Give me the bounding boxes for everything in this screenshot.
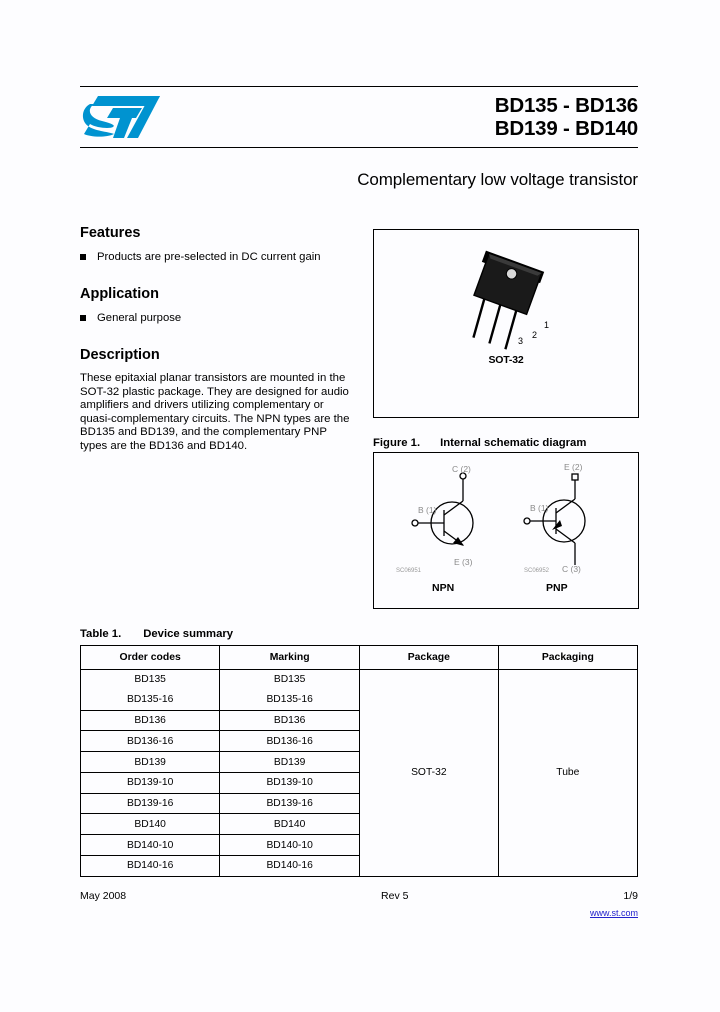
page-header [80, 86, 638, 148]
footer-page-number: 1/9 [623, 890, 638, 902]
table1-caption [80, 628, 233, 640]
pnp-caption: PNP [546, 582, 568, 594]
cell-order-code: BD139-16 [81, 793, 220, 814]
column-header-package: Package [359, 646, 498, 670]
footer-revision: Rev 5 [381, 890, 409, 902]
cell-order-code: BD139-10 [81, 772, 220, 793]
npn-base-label: B (1) [418, 505, 437, 515]
column-header-packaging: Packaging [498, 646, 637, 670]
st-logo [80, 94, 164, 140]
cell-marking: BD139-16 [220, 793, 360, 814]
package-photo-box [373, 229, 639, 418]
features-list-item [80, 250, 355, 264]
part-numbers-line-1: BD135 - BD136 [494, 94, 638, 117]
npn-collector-label: C (2) [452, 464, 471, 474]
application-item-text: General purpose [97, 312, 182, 324]
table-row [81, 670, 638, 690]
cell-marking: BD140-10 [220, 835, 360, 856]
description-heading: Description [80, 347, 160, 363]
column-header-marking: Marking [220, 646, 360, 670]
npn-emitter-label: E (3) [454, 557, 473, 567]
figure1-number: Figure 1. [373, 437, 421, 449]
npn-caption: NPN [432, 582, 455, 594]
cell-order-code: BD140-10 [81, 835, 220, 856]
pnp-base-label: B (1) [530, 503, 549, 513]
cell-order-code: BD136-16 [81, 731, 220, 752]
table-header-row [81, 646, 638, 670]
device-summary-table [80, 645, 638, 877]
cell-order-code: BD136 [81, 710, 220, 731]
cell-marking: BD136-16 [220, 731, 360, 752]
schematic-svg [374, 453, 638, 606]
application-heading: Application [80, 286, 159, 302]
features-item-text: Products are pre-selected in DC current gain [97, 251, 321, 263]
left-content-column [80, 225, 355, 454]
cell-packaging: Tube [498, 670, 637, 877]
document-subtitle: Complementary low voltage transistor [357, 170, 638, 189]
table1-number: Table 1. [80, 628, 122, 640]
cell-order-code: BD139 [81, 752, 220, 773]
internal-schematic-box [373, 452, 639, 609]
cell-order-code: BD140-16 [81, 856, 220, 877]
features-heading: Features [80, 225, 141, 241]
cell-marking: BD140-16 [220, 856, 360, 877]
header-rule-bottom [80, 147, 638, 148]
square-bullet-icon [80, 254, 86, 260]
pin-label-1: 1 [544, 320, 550, 330]
pin-label-2: 2 [532, 330, 538, 340]
part-numbers-line-2: BD139 - BD140 [494, 117, 638, 140]
footer-url-link[interactable]: www.st.com [589, 908, 638, 918]
part-number-block [495, 94, 638, 140]
package-name-label: SOT-32 [488, 354, 524, 366]
pnp-symbol [524, 474, 585, 565]
sot32-package-drawing [431, 242, 581, 362]
cell-marking: BD139-10 [220, 772, 360, 793]
cell-marking: BD135 [220, 670, 360, 690]
page-footer [80, 890, 638, 918]
cell-order-code: BD135 [81, 670, 220, 690]
pin-label-3: 3 [518, 336, 524, 346]
square-bullet-icon [80, 315, 86, 321]
cell-order-code: BD140 [81, 814, 220, 835]
table1-title: Device summary [143, 628, 234, 640]
npn-artifact-text: SC06951 [396, 568, 422, 574]
cell-marking: BD139 [220, 752, 360, 773]
cell-marking: BD140 [220, 814, 360, 835]
column-header-order-codes: Order codes [81, 646, 220, 670]
cell-package: SOT-32 [359, 670, 498, 877]
cell-marking: BD135-16 [220, 690, 360, 710]
figure1-caption [373, 437, 586, 449]
pnp-artifact-text: SC06952 [524, 568, 550, 574]
pnp-emitter-label: E (2) [564, 462, 583, 472]
cell-marking: BD136 [220, 710, 360, 731]
figure1-title: Internal schematic diagram [440, 437, 587, 449]
footer-date: May 2008 [80, 890, 127, 902]
application-list-item [80, 311, 355, 325]
cell-order-code: BD135-16 [81, 690, 220, 710]
description-body: These epitaxial planar transistors are mounted in the SOT-32 plastic package. They are designed for audio amplifiers and drivers utilizing complementary or quasi-complementary circuits. The NPN types are the BD135 and BD139, and the complementary PNP types are the BD136 and BD140. [80, 372, 350, 452]
pnp-collector-label: C (3) [562, 564, 581, 574]
